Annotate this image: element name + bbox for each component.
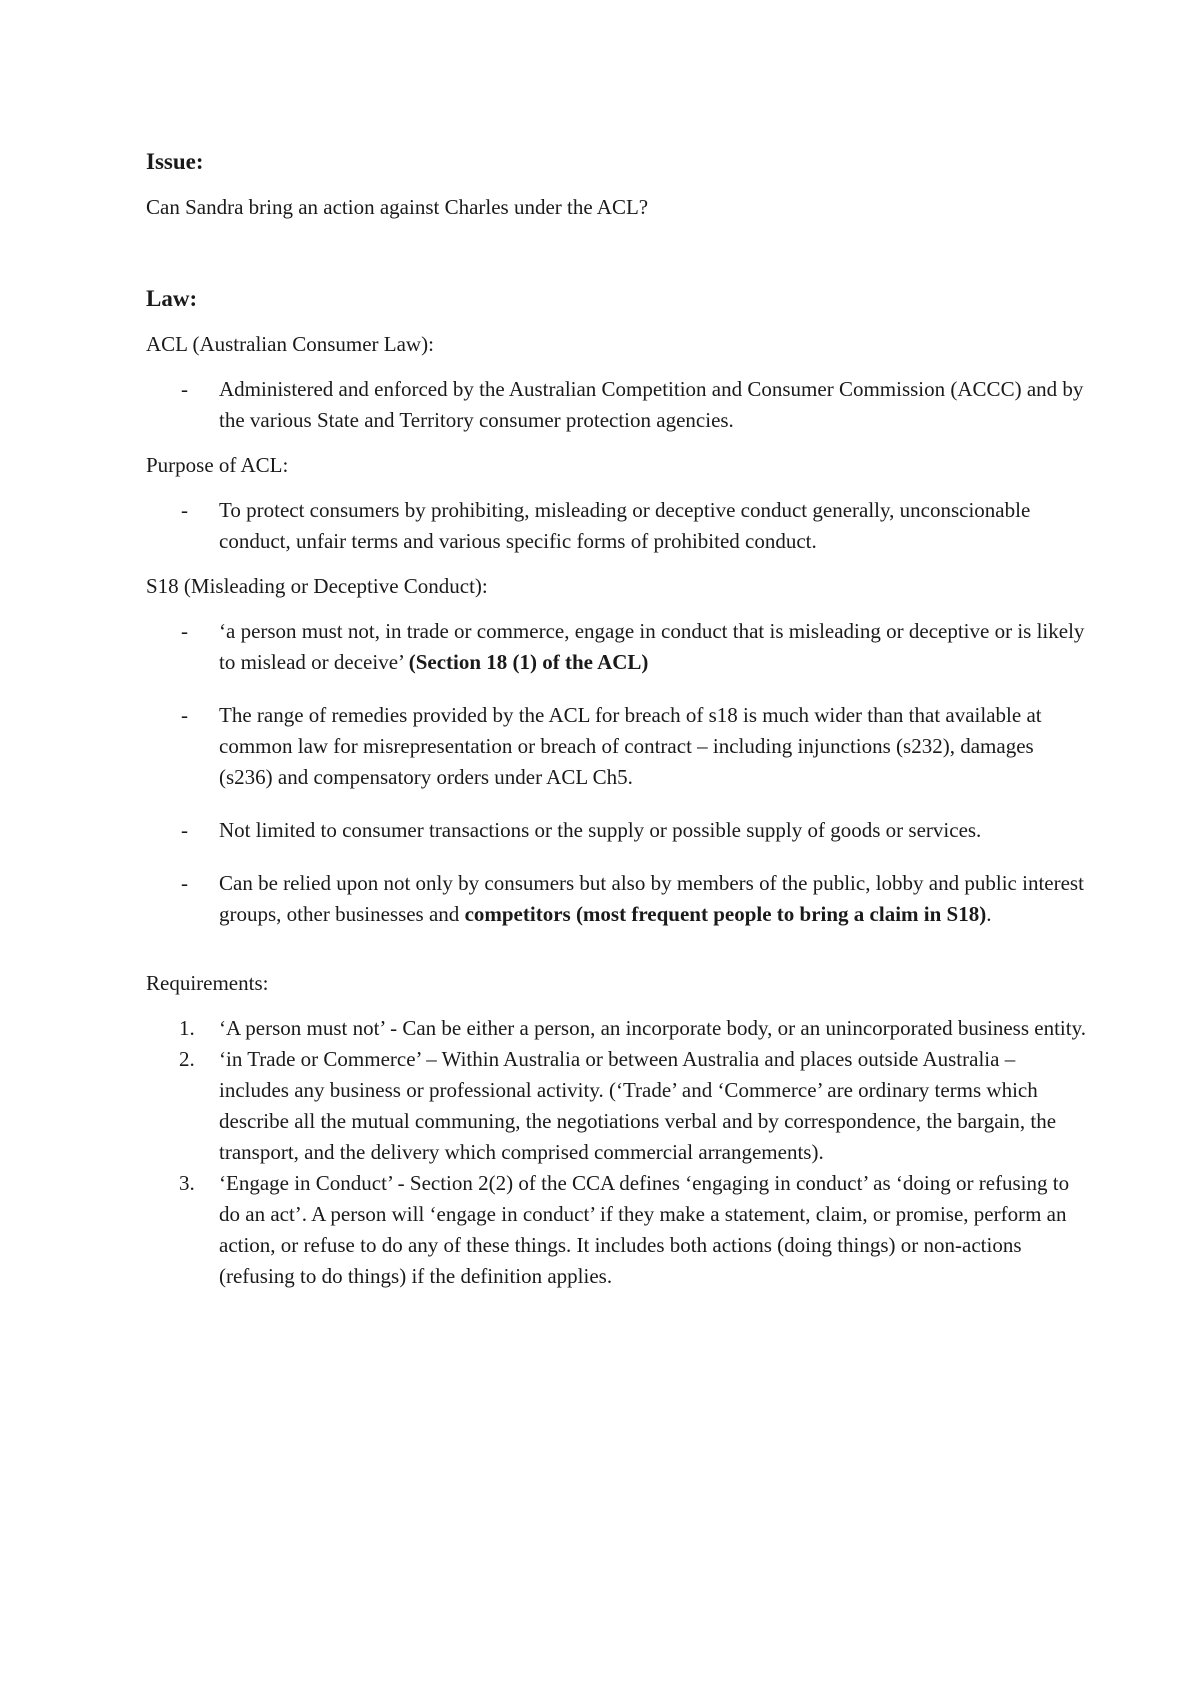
requirements-label: Requirements: <box>146 971 269 995</box>
item-text: ‘A person must not’ - Can be either a person, an incorporate body, or an unincorporated business entity. <box>219 1016 1086 1040</box>
law-heading: Law: <box>146 286 198 311</box>
s18-not-limited: Not limited to consumer transactions or the supply or possible supply of goods or services. <box>219 818 982 842</box>
acl-point-text: Administered and enforced by the Australian Competition and Consumer Commission (ACCC) and by the various State and Territory consumer protection agencies. <box>219 377 1084 432</box>
bullet-dash: - <box>181 818 188 842</box>
item-text: ‘Engage in Conduct’ - Section 2(2) of the CCA defines ‘engaging in conduct’ as ‘doing or refusing to do an act’. A person will ‘engage in conduct’ if they make a statement, claim, or promise, perform an action, or refuse to do any of these things. It includes both actions (doing things) or non-actions (refusing to do things) if the definition applies. <box>219 1171 1070 1288</box>
bullet-dash: - <box>181 871 188 895</box>
document-body <box>146 146 1086 1292</box>
s18-quote: ‘a person must not, in trade or commerce, engage in conduct that is misleading or deceptive or is likely to mislead or deceive’ <box>219 619 1085 674</box>
bullet-dash: - <box>181 498 188 522</box>
item-number: 3. <box>179 1171 195 1195</box>
bullet-dash: - <box>181 377 188 401</box>
list-item <box>146 700 1086 793</box>
issue-heading: Issue: <box>146 149 204 174</box>
s18-relied-pre: Can be relied upon not only by consumers but also by members of the public, lobby and public interest groups, other businesses and <box>219 871 1084 926</box>
purpose-label: Purpose of ACL: <box>146 453 289 477</box>
acl-points <box>146 374 1086 436</box>
s18-quote-ref: (Section 18 (1) of the ACL) <box>408 650 649 674</box>
list-item <box>146 815 1086 846</box>
acl-label: ACL (Australian Consumer Law): <box>146 332 434 356</box>
list-item <box>146 868 1086 930</box>
list-item <box>146 1013 1086 1044</box>
s18-points <box>146 616 1086 930</box>
bullet-dash: - <box>181 703 188 727</box>
s18-label: S18 (Misleading or Deceptive Conduct): <box>146 574 488 598</box>
item-text: ‘in Trade or Commerce’ – Within Australia or between Australia and places outside Australia – includes any business or professional activity. (‘Trade’ and ‘Commerce’ are ordinary terms which describe all the mutual communing, the negotiations verbal and by correspondence, the bargain, the transport, and the delivery which comprised commercial arrangements). <box>219 1047 1057 1164</box>
purpose-point-text: To protect consumers by prohibiting, misleading or deceptive conduct generally, unconscionable conduct, unfair terms and various specific forms of prohibited conduct. <box>219 498 1031 553</box>
list-item <box>146 495 1086 557</box>
issue-question: Can Sandra bring an action against Charles under the ACL? <box>146 195 649 219</box>
requirements-list <box>146 1013 1086 1292</box>
item-number: 2. <box>179 1047 195 1071</box>
bullet-dash: - <box>181 619 188 643</box>
list-item <box>146 374 1086 436</box>
s18-remedies: The range of remedies provided by the ACL for breach of s18 is much wider than that available at common law for misrepresentation or breach of contract – including injunctions (s232), damages (s236) and compensatory orders under ACL Ch5. <box>219 703 1042 789</box>
list-item <box>146 1168 1086 1292</box>
list-item <box>146 616 1086 678</box>
s18-relied-post: . <box>986 902 992 926</box>
s18-relied-bold: competitors (most frequent people to bring a claim in S18) <box>464 902 987 926</box>
item-number: 1. <box>179 1016 195 1040</box>
purpose-points <box>146 495 1086 557</box>
list-item <box>146 1044 1086 1168</box>
